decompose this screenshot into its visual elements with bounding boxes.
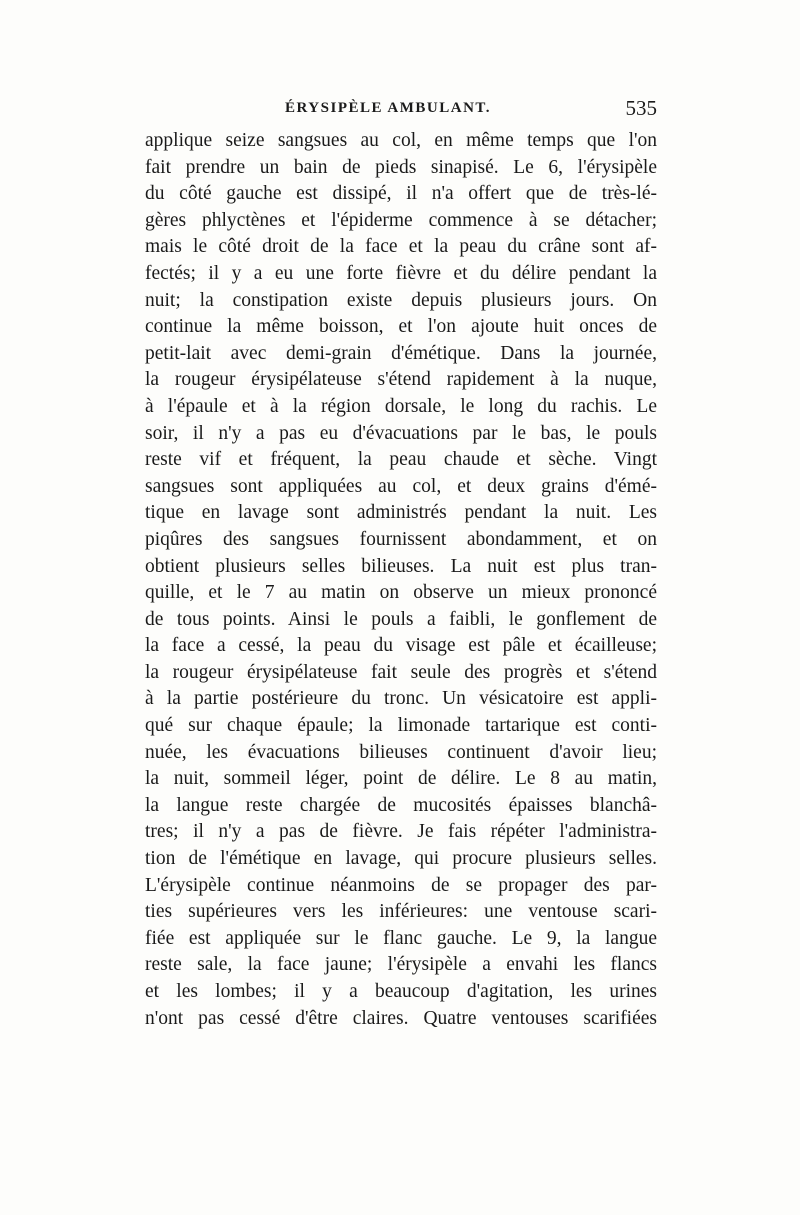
text-line: petit-lait avec demi-grain d'émétique. Dans la journée, (145, 342, 657, 364)
text-line: la nuit, sommeil léger, point de délire. Le 8 au matin, (145, 768, 657, 790)
text-line: la rougeur érysipélateuse fait seule des progrès et s'étend (145, 661, 657, 683)
text-line: ties supérieures vers les inférieures: une ventouse scari- (145, 901, 657, 923)
text-line: qué sur chaque épaule; la limonade tartarique est conti- (145, 715, 657, 737)
text-line: la rougeur érysipélateuse s'étend rapidement à la nuque, (145, 369, 657, 391)
text-line: quille, et le 7 au matin on observe un mieux prononcé (145, 582, 657, 604)
page-number: 535 (625, 96, 657, 120)
running-title: ÉRYSIPÈLE AMBULANT. (285, 100, 492, 116)
text-line: fiée est appliquée sur le flanc gauche. Le 9, la langue (145, 927, 657, 949)
page-header (145, 96, 657, 124)
text-line: et les lombes; il y a beaucoup d'agitation, les urines (145, 981, 657, 1002)
text-line: continue la même boisson, et l'on ajoute huit onces de (145, 316, 657, 338)
text-line: à l'épaule et à la région dorsale, le long du rachis. Le (145, 395, 657, 417)
text-line: la face a cessé, la peau du visage est pâle et écailleuse; (145, 635, 657, 657)
text-line: tion de l'émétique en lavage, qui procure plusieurs selles. (145, 848, 657, 870)
text-line: applique seize sangsues au col, en même temps que l'on (145, 130, 657, 151)
text-line: mais le côté droit de la face et la peau du crâne sont af- (145, 236, 657, 258)
text-line: piqûres des sangsues fournissent abondamment, et on (145, 528, 657, 550)
text-line: reste sale, la face jaune; l'érysipèle a envahi les flancs (145, 954, 657, 976)
text-line: obtient plusieurs selles bilieuses. La nuit est plus tran- (145, 555, 657, 577)
text-line: n'ont pas cessé d'être claires. Quatre ventouses scarifiées (145, 1007, 657, 1029)
text-line: fait prendre un bain de pieds sinapisé. Le 6, l'érysipèle (145, 156, 657, 178)
text-line: du côté gauche est dissipé, il n'a offert que de très-lé- (145, 183, 657, 205)
text-line: nuit; la constipation existe depuis plusieurs jours. On (145, 289, 657, 311)
text-line: de tous points. Ainsi le pouls a faibli, le gonflement de (145, 608, 657, 630)
body-text (145, 128, 657, 1032)
text-line: gères phlyctènes et l'épiderme commence à se détacher; (145, 209, 657, 231)
text-line: tique en lavage sont administrés pendant la nuit. Les (145, 502, 657, 524)
text-line: reste vif et fréquent, la peau chaude et sèche. Vingt (145, 449, 657, 471)
text-line: nuée, les évacuations bilieuses continuent d'avoir lieu; (145, 741, 657, 763)
text-line: fectés; il y a eu une forte fièvre et du délire pendant la (145, 262, 657, 284)
text-line: L'érysipèle continue néanmoins de se propager des par- (145, 874, 657, 896)
text-line: à la partie postérieure du tronc. Un vésicatoire est appli- (145, 688, 657, 710)
text-line: tres; il n'y a pas de fièvre. Je fais répéter l'administra- (145, 821, 657, 843)
text-line: sangsues sont appliquées au col, et deux grains d'émé- (145, 475, 657, 497)
text-line: la langue reste chargée de mucosités épaisses blanchâ- (145, 794, 657, 816)
text-line: soir, il n'y a pas eu d'évacuations par le bas, le pouls (145, 422, 657, 444)
